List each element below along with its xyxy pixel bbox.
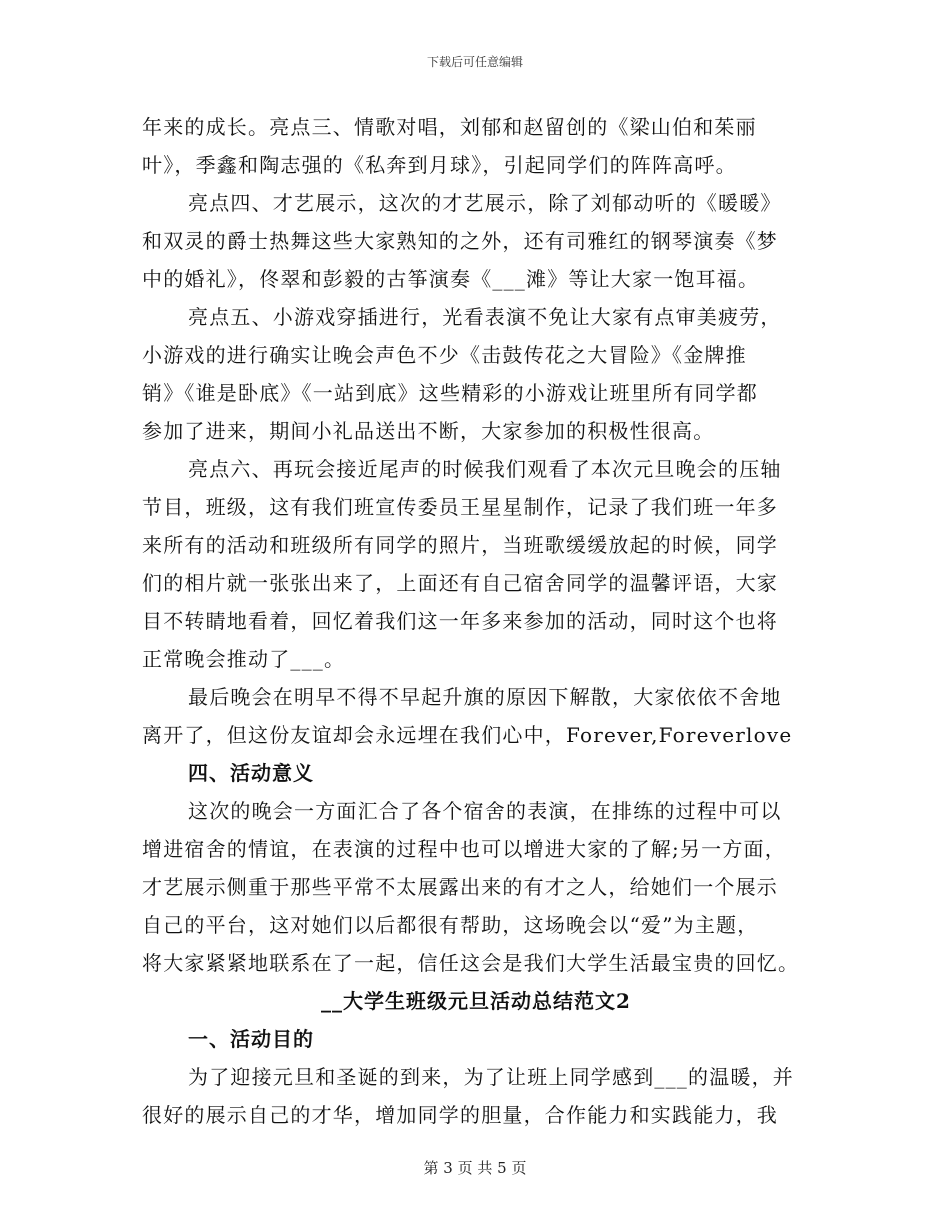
document-body [142,108,810,1134]
section-heading: 一、活动目的 [188,1027,314,1051]
text-line: 年来的成长。亮点三、情歌对唱，刘郁和赵留创的《梁山伯和茱丽 [142,115,757,139]
text-line: 小游戏的进行确实让晚会声色不少《击鼓传花之大冒险》《金牌推 [142,343,747,367]
text-line: 将大家紧紧地联系在了一起，信任这会是我们大学生活最宝贵的回忆。 [142,951,800,975]
text-line: 亮点六、再玩会接近尾声的时候我们观看了本次元旦晚会的压轴 [188,457,782,481]
text-line: 为了迎接元旦和圣诞的到来，为了让班上同学感到___的温暖，并 [188,1065,794,1089]
text-line: 们的相片就一张张出来了，上面还有自己宿舍同学的温馨评语，大家 [142,571,778,595]
text-line: 很好的展示自己的才华，增加同学的胆量，合作能力和实践能力，我 [142,1103,778,1127]
text-line: 和双灵的爵士热舞这些大家熟知的之外，还有司雅红的钢琴演奏《梦 [142,229,778,253]
text-line: 销》《谁是卧底》《一站到底》这些精彩的小游戏让班里所有同学都 [142,381,758,405]
text-line: 目不转睛地看着，回忆着我们这一年多来参加的活动，同时这个也将 [142,609,778,633]
text-line: 叶》，季鑫和陶志强的《私奔到月球》，引起同学们的阵阵高呼。 [142,153,737,177]
page-footer: 第 3 页 共 5 页 [423,1159,527,1177]
text-line: 正常晚会推动了___。 [142,647,346,671]
text-line: 参加了进来，期间小礼品送出不断，大家参加的积极性很高。 [142,419,715,443]
text-line: 中的婚礼》，佟翠和彭毅的古筝演奏《___滩》等让大家一饱耳福。 [142,267,760,291]
text-line: 离开了，但这份友谊却会永远埋在我们心中，Forever,Foreverlove [142,723,793,747]
text-line: 来所有的活动和班级所有同学的照片，当班歌缓缓放起的时候，同学 [142,533,778,557]
text-line: 才艺展示侧重于那些平常不太展露出来的有才之人，给她们一个展示 [142,875,778,899]
text-line: 增进宿舍的情谊，在表演的过程中也可以增进大家的了解;另一方面， [142,837,786,861]
text-line: 亮点四、才艺展示，这次的才艺展示，除了刘郁动听的《暖暖》 [188,191,782,215]
page-header: 下载后可任意编辑 [426,55,523,69]
text-line: 节目，班级，这有我们班宣传委员王星星制作，记录了我们班一年多 [142,495,778,519]
document-title: __大学生班级元旦活动总结范文2 [321,989,631,1013]
section-heading: 四、活动意义 [188,761,314,785]
text-line: 亮点五、小游戏穿插进行，光看表演不免让大家有点审美疲劳， [188,305,782,329]
text-line: 自己的平台，这对她们以后都很有帮助，这场晚会以“爱”为主题， [142,913,759,937]
text-line: 这次的晚会一方面汇合了各个宿舍的表演，在排练的过程中可以 [188,799,782,823]
text-line: 最后晚会在明早不得不早起升旗的原因下解散，大家依依不舍地 [188,685,782,709]
